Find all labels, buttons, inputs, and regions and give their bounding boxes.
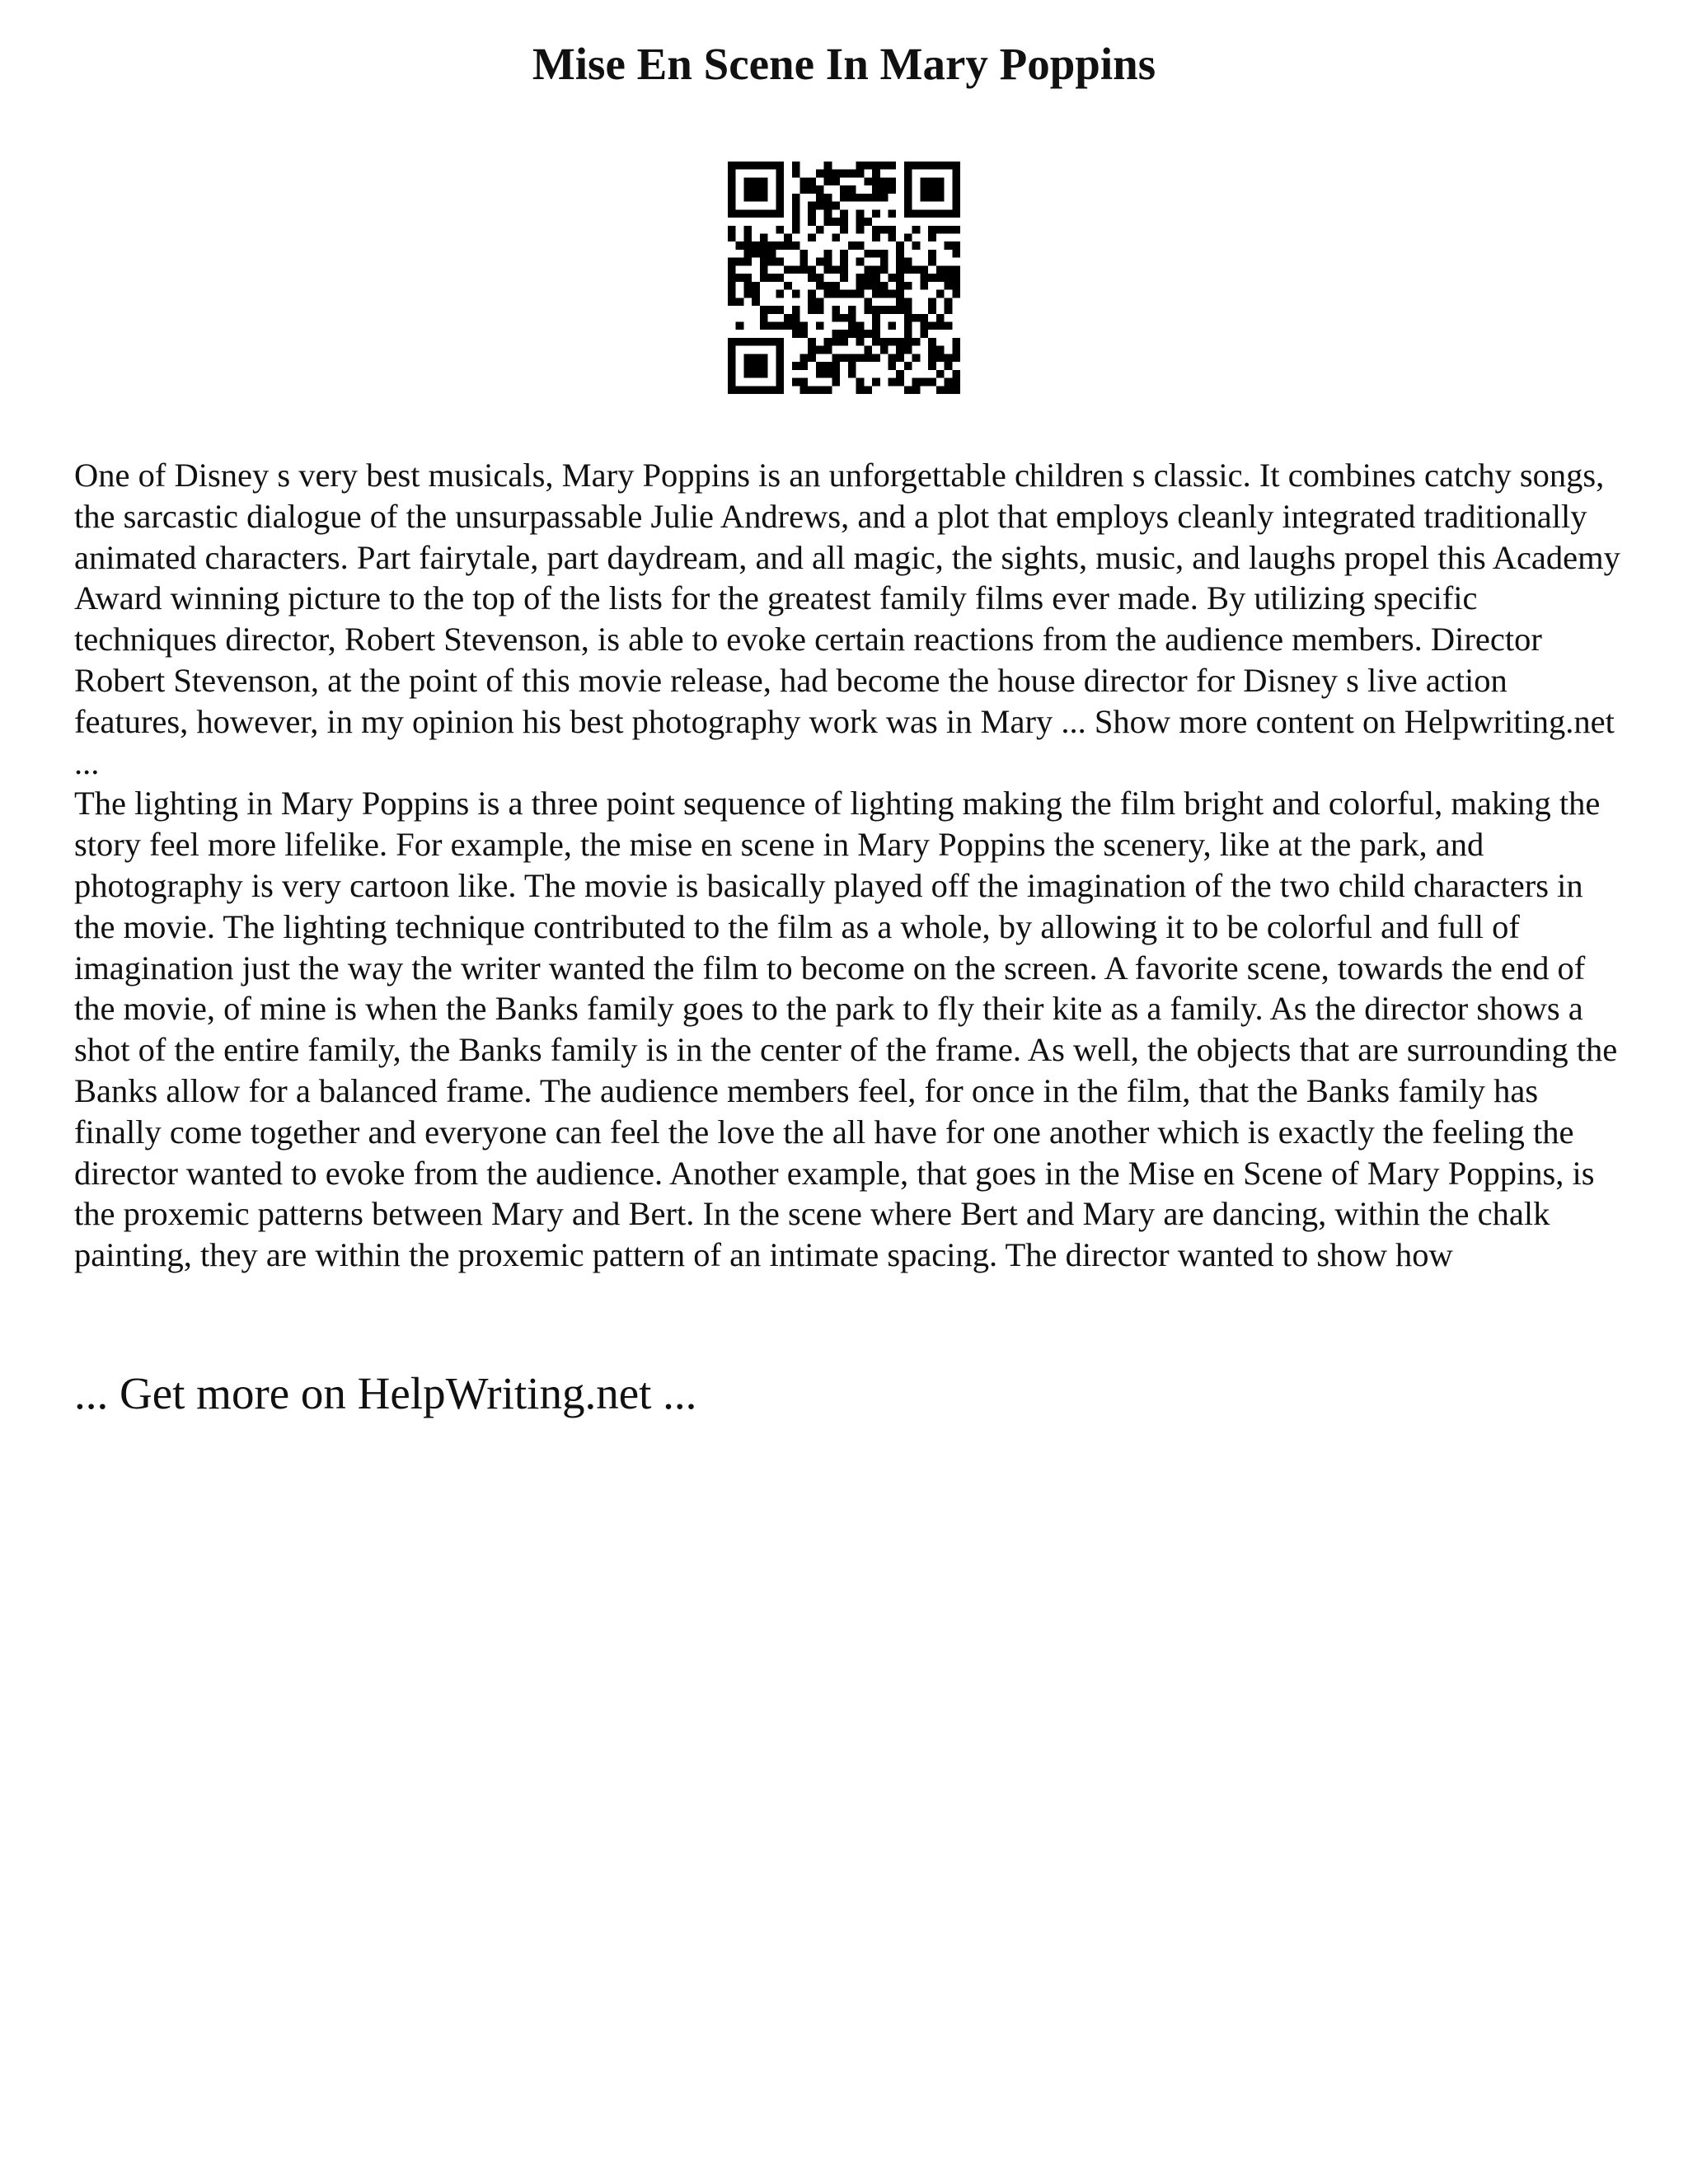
paragraph-intro: One of Disney s very best musicals, Mary Poppins is an unforgettable children s classic. It combines catchy songs, the sarcastic dialogue of the unsurpassable Julie Andrews, and a plot that employs cleanly integrated traditionally animated characters. Part fairytale, part daydream, and all magic, the sights, music, and laughs propel this Academy Award winning picture to the top of the lists for the greatest family films ever made. By utilizing specific techniques director, Robert Stevenson, is able to evoke certain reactions from the audience members. Director Robert Stevenson, at the point of this movie release, had become the house director for Disney s live action features, however, in my opinion his best photography work was in Mary ... Show more content on Helpwriting.net ... [74,457,1620,781]
article-body [74,455,1624,1276]
qr-code-icon [728,162,960,394]
page-title: Mise En Scene In Mary Poppins [532,39,1156,89]
get-more-link[interactable]: ... Get more on HelpWriting.net ... [74,1368,697,1418]
paragraph-lighting: The lighting in Mary Poppins is a three point sequence of lighting making the film bright and colorful, making the story feel more lifelike. For example, the mise en scene in Mary Poppins the scenery, like at the park, and photography is very cartoon like. The movie is basically played off the imagination of the two child characters in the movie. The lighting technique contributed to the film as a whole, by allowing it to be colorful and full of imagination just the way the writer wanted the film to become on the screen. A favorite scene, towards the end of the movie, of mine is when the Banks family goes to the park to fly their kite as a family. As the director shows a shot of the entire family, the Banks family is in the center of the frame. As well, the objects that are surrounding the Banks allow for a balanced frame. The audience members feel, for once in the film, that the Banks family has finally come together and everyone can feel the love the all have for one another which is exactly the feeling the director wanted to evoke from the audience. Another example, that goes in the Mise en Scene of Mary Poppins, is the proxemic patterns between Mary and Bert. In the scene where Bert and Mary are dancing, within the chalk painting, they are within the proxemic pattern of an intimate spacing. The director wanted to show how [74,785,1618,1274]
